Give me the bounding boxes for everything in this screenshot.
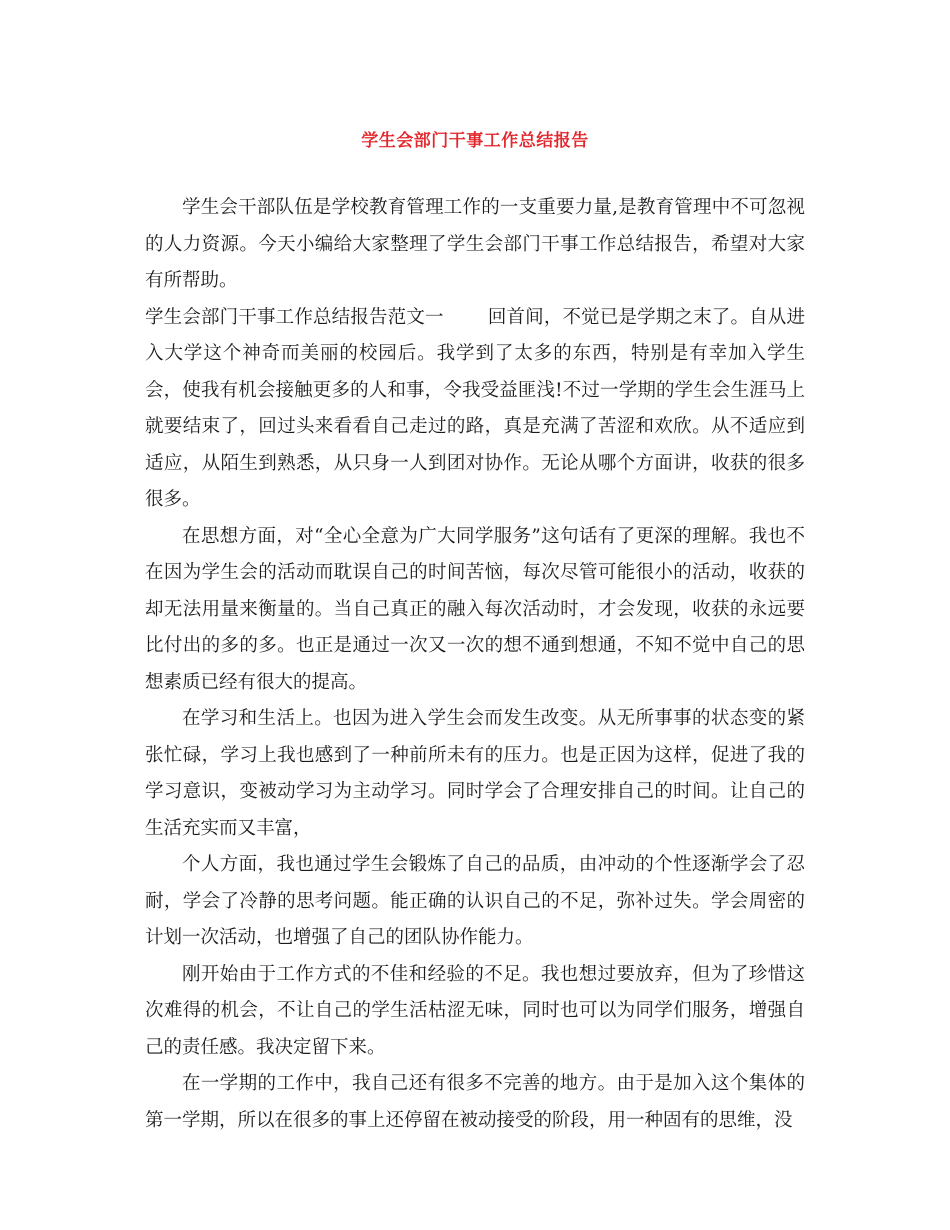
body-paragraph-thought: 在思想方面，对“全心全意为广大同学服务”这句话有了更深的理解。我也不在因为学生会的活动而耽误自己的时间苦恼，每次尽管可能很小的活动，收获的却无法用量来衡量的。当自己真正的融入每次活动时，才会发现，收获的永远要比付出的多的多。也正是通过一次又一次的想不通到想通，不知不觉中自己的思想素质已经有很大的提高。 (145, 525, 805, 693)
document-body (145, 190, 805, 1139)
body-paragraph-study: 在学习和生活上。也因为进入学生会而发生改变。从无所事事的状态变的紧张忙碌，学习上我也感到了一种前所未有的压力。也是正因为这样，促进了我的学习意识，变被动学习为主动学习。同时学会了合理安排自己的时间。让自己的生活充实而又丰富， (145, 708, 805, 839)
body-paragraph-personal: 个人方面，我也通过学生会锻炼了自己的品质，由冲动的个性逐渐学会了忍耐，学会了冷静的思考问题。能正确的认识自己的不足，弥补过失。学会周密的计划一次活动，也增强了自己的团队协作能力。 (145, 854, 805, 948)
intro-paragraph: 学生会干部队伍是学校教育管理工作的一支重要力量,是教育管理中不可忽视的人力资源。今天小编给大家整理了学生会部门干事工作总结报告，希望对大家有所帮助。 (145, 197, 805, 291)
section-heading: 学生会部门干事工作总结报告范文一 (145, 306, 444, 328)
body-paragraph-beginning: 刚开始由于工作方式的不佳和经验的不足。我也想过要放弃，但为了珍惜这次难得的机会，不让自己的学生活枯涩无味，同时也可以为同学们服务，增强自己的责任感。我决定留下来。 (145, 963, 805, 1058)
section-lead-text: 回首间，不觉已是学期之末了。自从进入大学这个神奇而美丽的校园后。我学到了太多的东西，特别是有幸加入学生会，使我有机会接触更多的人和事，令我受益匪浅!不过一学期的学生会生涯马上就要结束了，回过头来看看自己走过的路，真是充满了苦涩和欢欣。从不适应到适应，从陌生到熟悉，从只身一人到团对协作。无论从哪个方面讲，收获的很多很多。 (145, 306, 805, 510)
section-paragraph (145, 300, 805, 519)
body-paragraph-shortcomings: 在一学期的工作中，我自己还有很多不完善的地方。由于是加入这个集体的第一学期，所以在很多的事上还停留在被动接受的阶段，用一种固有的思维，没 (145, 1073, 805, 1131)
document-title: 学生会部门干事工作总结报告 (361, 131, 589, 151)
